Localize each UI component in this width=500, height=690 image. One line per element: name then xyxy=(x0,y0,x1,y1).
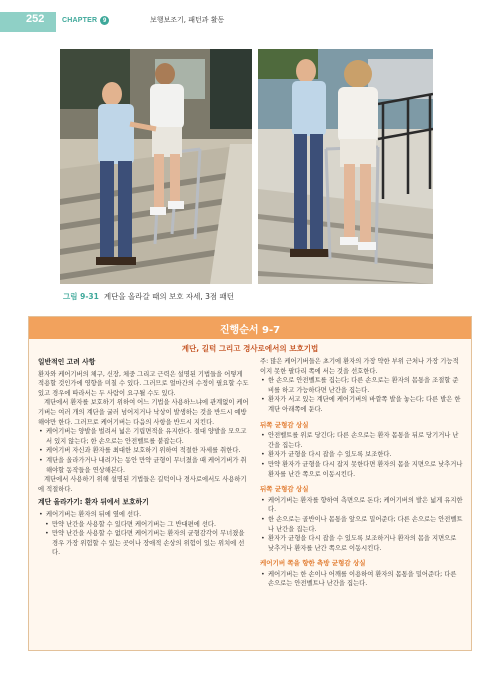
procedure-box-header xyxy=(29,317,471,339)
bullet-item: • 만약 난간을 사용할 수 있다면 케어기버는 그 반대편에 선다. xyxy=(44,520,250,530)
figure-caption xyxy=(63,291,234,302)
bullet-item: • 한 손으로는 골반이나 몸통을 앞으로 밀어준다; 다른 손으로는 안전벨트나 난간을 집는다. xyxy=(260,515,463,534)
bullet-item: • 만약 환자가 균형을 다시 잡지 못한다면 환자의 몸을 지면으로 낮추거나 환자를 난간 쪽으로 이동시킨다. xyxy=(260,460,463,479)
figure-number: 그림 9-31 xyxy=(63,292,99,301)
bullet-item: • 한 손으로 안전벨트를 집는다; 다른 손으로는 환자의 몸통을 조절할 준비를 하고 가능하다면 난간을 집는다. xyxy=(260,376,463,395)
photo-stairs-left xyxy=(60,49,252,284)
procedure-left-column xyxy=(38,357,250,589)
subsection-heading: 뒤쪽 균형감 상실 xyxy=(260,485,309,494)
bullet-item: • 케어기버 자신과 환자를 최대한 보호하기 위하여 적절한 자세를 취한다. xyxy=(38,446,250,456)
page-header xyxy=(0,0,500,44)
subsection-heading: 케어기버 쪽을 향한 측방 균형감 상실 xyxy=(260,559,366,568)
running-title: 보행보조기, 패턴과 활동 xyxy=(150,16,225,24)
photo-stairs-right xyxy=(258,49,433,284)
bullet-item: • 계단을 올라가거나 내려가는 동안 만약 균형이 무너졌을 때 케어기버가 취해야할 동작들을 연상해본다. xyxy=(38,456,250,475)
figure-caption-text: 계단을 올라갈 때의 보호 자세, 3점 패턴 xyxy=(103,292,235,301)
bullet-item: • 만약 난간을 사용할 수 없다면 케어기버는 환자의 균형감각이 무너졌을 경우 가장 위험할 수 있는 곳이나 장애적 손상의 위험이 있는 위치에 선다. xyxy=(44,529,250,558)
procedure-box xyxy=(28,316,472,651)
subsection-heading: 뒤쪽 균형감 상실 xyxy=(260,420,309,429)
page-number: 252 xyxy=(26,13,45,25)
bullet-item: • 환자가 균형을 다시 잡을 수 있도록 보조하거나 환자의 몸을 지면으로 낮추거나 환자를 난간 쪽으로 이동시킨다. xyxy=(260,534,463,553)
chapter-label xyxy=(62,16,109,25)
chapter-text: CHAPTER xyxy=(62,17,98,24)
bullet-item: • 케어기버는 환자를 향하여 측면으로 돈다; 케어기버의 발은 넓게 유지한다. xyxy=(260,496,463,515)
procedure-subtitle: 계단, 길턱 그리고 경사로에서의 보호기법 xyxy=(181,344,319,353)
paragraph: 환자와 케어기버의 체구, 신장, 체중 그리고 근력은 설명된 기법들을 어떻게 적용할 것인가에 영향을 미칠 수 있다. 그러므로 얼마간의 수정이 필요할 수도 있고 경우에 따라서는 두 사람이 요구될 수도 있다. xyxy=(38,370,249,397)
section-heading: 일반적인 고려 사항 xyxy=(38,358,96,366)
procedure-columns xyxy=(38,357,463,589)
chapter-number-badge: 9 xyxy=(100,16,109,25)
bullet-item: • 안전벨트를 위로 당긴다; 다른 손으로는 환자 몸통을 뒤로 당기거나 난간을 집는다. xyxy=(260,431,463,450)
bullet-item: • 환자가 서고 있는 계단에 케어기버의 바깥쪽 발을 놓는다; 다른 발은 한계단 아래쪽에 둔다. xyxy=(260,395,463,414)
bullet-item: • 환자가 균형을 다시 잡을 수 있도록 보조한다. xyxy=(260,450,463,460)
paragraph: 계단에서 사용하기 위해 설명된 기법들은 길턱이나 경사로에서도 사용하기에 적절하다. xyxy=(38,476,247,493)
procedure-title: 진행순서 9-7 xyxy=(219,324,281,336)
bullet-item: • 케어기버는 양발을 벌려서 넓은 기립면적을 유지한다. 절대 양발을 모으고 서 있지 않는다; 한 손으로는 안전벨트를 붙잡는다. xyxy=(38,427,250,446)
bullet-item: • 케어기버는 한 손이나 어깨를 이용하여 환자의 몸통을 밀어준다; 다른 손으로는 안전벨트나 난간을 집는다. xyxy=(260,570,463,589)
procedure-right-column xyxy=(260,357,463,589)
section-heading: 계단 올라가기: 환자 뒤에서 보호하기 xyxy=(38,498,149,507)
paragraph: 계단에서 환자를 보호하기 위하여 어느 기법을 사용하느냐에 관계없이 케어기버는 여러 개의 계단을 굴러 넘어지거나 낙상이 발생하는 것을 반드시 예방해야만 한다. 그러므로 케어기버는 다음의 사항을 반드시 지킨다. xyxy=(38,399,249,426)
bullet-item: • 케어기버는 환자의 뒤에 옆에 선다. xyxy=(38,510,250,520)
note-paragraph: 주: 많은 케어기버들은 초기에 환자의 가장 약한 부위 근처나 가장 기능적이지 못한 팔다리 쪽에 서는 것을 선호한다. xyxy=(260,358,459,375)
